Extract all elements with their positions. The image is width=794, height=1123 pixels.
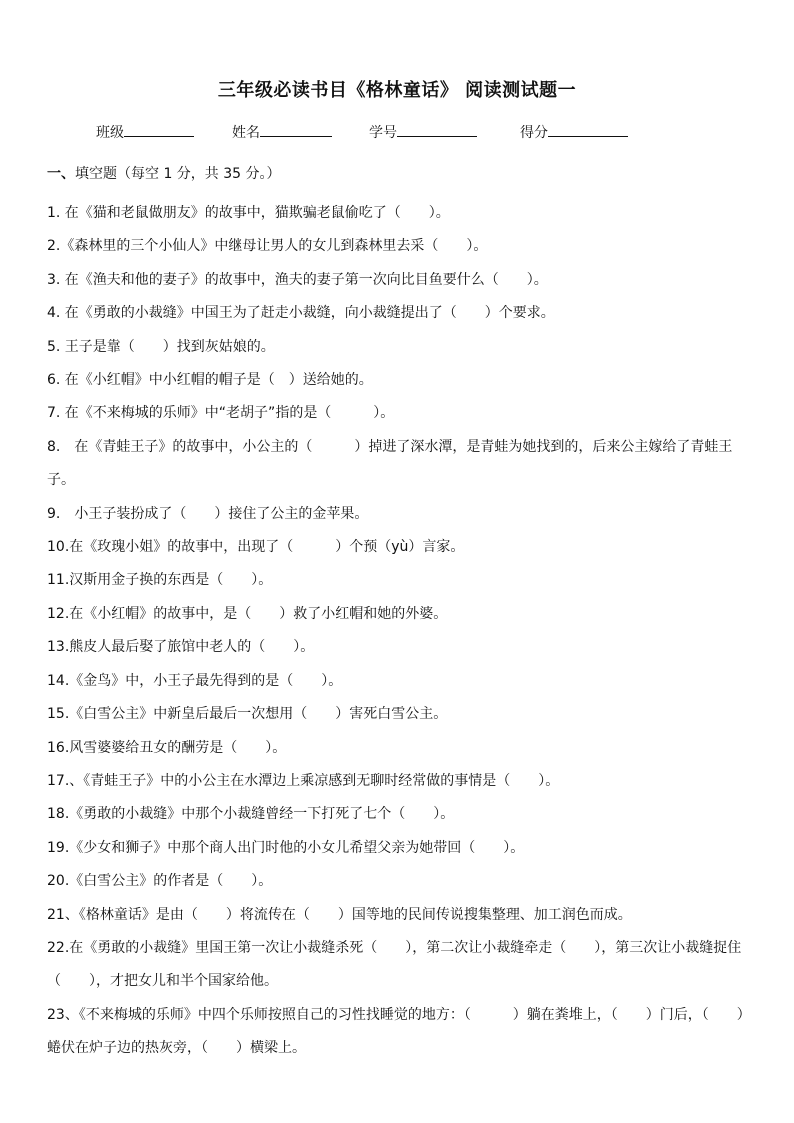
student-info-row [0,121,794,145]
question-item: 1. 在《猫和老鼠做朋友》的故事中，猫欺骗老鼠偷吃了（ ）。 [47,205,450,221]
question-list [47,197,753,1066]
question-item: 2.《森林里的三个小仙人》中继母让男人的女儿到森林里去采（ ）。 [47,238,488,255]
question-item: 19.《少女和狮子》中那个商人出门时他的小女儿希望父亲为她带回（ ）。 [47,839,525,856]
class-blank [124,121,194,137]
question-item: 15.《白雪公主》中新皇后最后一次想用（ ）害死白雪公主。 [47,706,448,723]
section-number: 一、 [47,166,75,182]
student-id-label: 学号 [369,125,397,141]
question-item: 22.在《勇敢的小裁缝》里国王第一次让小裁缝杀死（ ），第二次让小裁缝牵走（ ），第三次让小裁缝捉住（ ），才把女儿和半个国家给他。 [47,939,742,990]
question-item: 21、《格林童话》是由（ ）将流传在（ ）国等地的民间传说搜集整理、加工润色而成。 [47,906,632,923]
question-item: 5. 王子是靠（ ）找到灰姑娘的。 [47,338,275,355]
score-label: 得分 [520,125,548,141]
score-field [520,121,628,142]
name-blank [260,121,332,137]
question-item: 7. 在《不来梅城的乐师》中“老胡子”指的是（ ）。 [47,405,395,422]
name-field [232,121,332,142]
name-label: 姓名 [232,125,260,141]
question-item: 11.汉斯用金子换的东西是（ ）。 [47,572,273,589]
question-item: 18.《勇敢的小裁缝》中那个小裁缝曾经一下打死了七个（ ）。 [47,806,455,823]
score-blank [548,121,628,137]
section-text: 填空题（每空 1 分，共 35 分。） [75,166,281,182]
question-item: 14.《金鸟》中，小王子最先得到的是（ ）。 [47,672,343,689]
question-item: 3. 在《渔夫和他的妻子》的故事中，渔夫的妻子第一次向比目鱼要什么（ ）。 [47,271,548,288]
student-id-field [369,121,477,142]
question-item: 16.风雪婆婆给丑女的酬劳是（ ）。 [47,739,287,756]
section-heading [47,163,281,183]
class-field [96,121,194,142]
question-item: 12.在《小红帽》的故事中，是（ ）救了小红帽和她的外婆。 [47,605,448,622]
question-item: 6. 在《小红帽》中小红帽的帽子是（ ）送给她的。 [47,372,373,389]
question-item: 8. 在《青蛙王子》的故事中，小公主的（ ）掉进了深水潭，是青蛙为她找到的，后来公主嫁给了青蛙王子。 [47,438,733,489]
question-item: 23、《不来梅城的乐师》中四个乐师按照自己的习性找睡觉的地方：（ ）躺在粪堆上，（ ）门后，（ ）蜷伏在炉子边的热灰旁，（ ）横梁上。 [47,1006,751,1057]
page-title: 三年级必读书目《格林童话》 阅读测试题一 [217,80,577,101]
student-id-blank [397,121,477,137]
class-label: 班级 [96,125,124,141]
question-item: 20.《白雪公主》的作者是（ ）。 [47,873,273,890]
question-item: 4. 在《勇敢的小裁缝》中国王为了赶走小裁缝，向小裁缝提出了（ ）个要求。 [47,305,555,322]
question-item: 13.熊皮人最后娶了旅馆中老人的（ ）。 [47,639,315,656]
question-item: 9. 小王子装扮成了（ ）接住了公主的金苹果。 [47,505,369,522]
question-item: 10.在《玫瑰小姐》的故事中，出现了（ ）个预（yù）言家。 [47,539,465,556]
question-item: 17.、《青蛙王子》中的小公主在水潭边上乘凉感到无聊时经常做的事情是（ ）。 [47,772,560,789]
